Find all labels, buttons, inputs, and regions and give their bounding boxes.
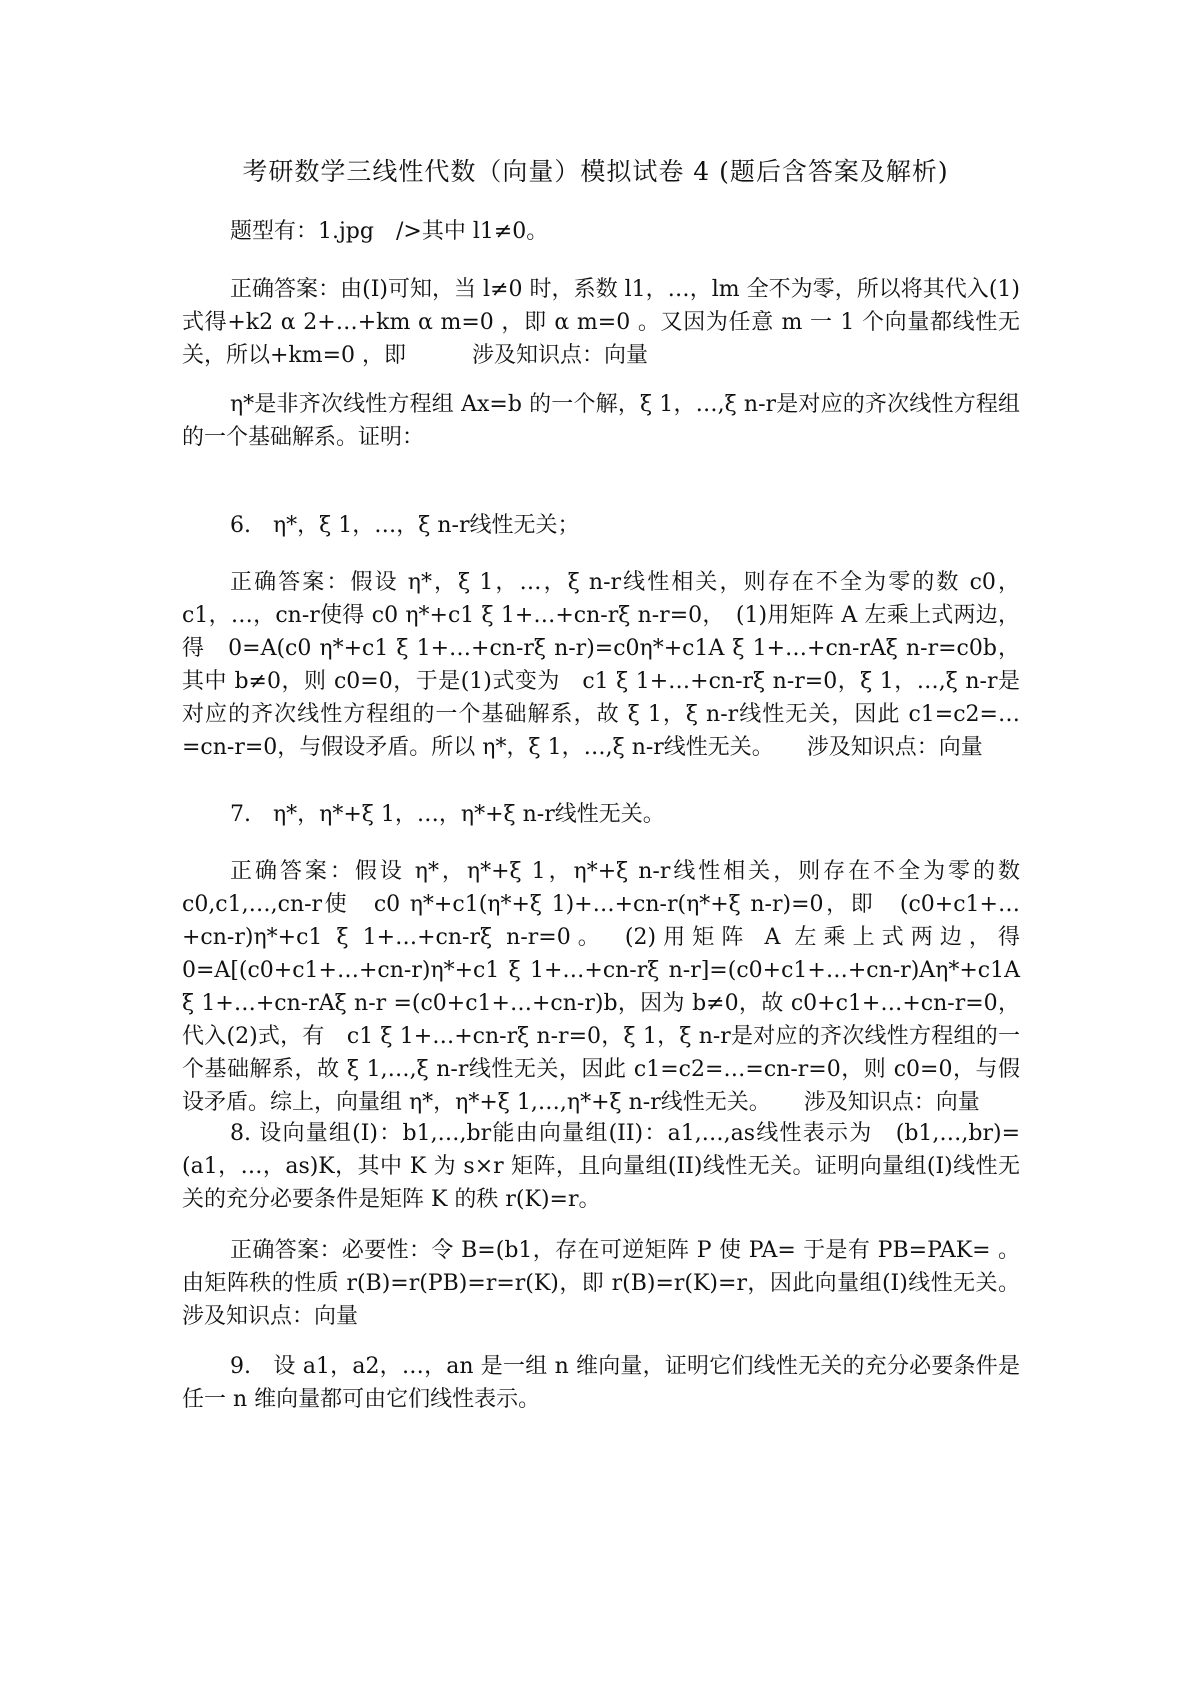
- question-9: 9. 设 a1，a2，…，an 是一组 n 维向量，证明它们线性无关的充分必要条件是任一 n 维向量都可由它们线性表示。: [182, 1354, 1020, 1412]
- question-7: 7. η*，η*+ξ 1，…，η*+ξ n-r线性无关。: [230, 802, 665, 827]
- answer-6: 正确答案：假设 η*，ξ 1，…，ξ n-r线性相关，则存在不全为零的数 c0，c1，…，cn-r使得 c0 η*+c1 ξ 1+…+cn-rξ n-r=0， (1)用矩阵 A 左乘上式两边，得 0=A(c0 η*+c1 ξ 1+…+cn-rξ n-r)=c0η*+c1A ξ 1+…+cn-rAξ n-r=c0b，其中 b≠0，则 c0=0，于是(1)式变为 c1 ξ 1+…+cn-rξ n-r=0，ξ 1，…,ξ n-r是对应的齐次线性方程组的一个基础解系，故 ξ 1，ξ n-r线性无关，因此 c1=c2=…=cn-r=0，与假设矛盾。所以 η*，ξ 1，…,ξ n-r线性无关。 涉及知识点：向量: [182, 570, 1020, 760]
- problem-statement: η*是非齐次线性方程组 Ax=b 的一个解，ξ 1，…,ξ n-r是对应的齐次线性方程组的一个基础解系。证明：: [182, 392, 1020, 450]
- document-title: 考研数学三线性代数（向量）模拟试卷 4 (题后含答案及解析): [242, 157, 949, 186]
- answer-8: 正确答案：必要性：令 B=(b1，存在可逆矩阵 P 使 PA= 于是有 PB=PAK= 。由矩阵秩的性质 r(B)=r(PB)=r=r(K)，即 r(B)=r(K)=r，因此向量组(I)线性无关。涉及知识点：向量: [182, 1238, 1020, 1329]
- answer-7: 正确答案：假设 η*，η*+ξ 1，η*+ξ n-r线性相关，则存在不全为零的数 c0,c1,…,cn-r使 c0 η*+c1(η*+ξ 1)+…+cn-r(η*+ξ n-r)=0，即 (c0+c1+…+cn-r)η*+c1 ξ 1+…+cn-rξ n-r=0。 (2)用矩阵 A 左乘上式两边，得 0=A[(c0+c1+…+cn-r)η*+c1 ξ 1+…+cn-rξ n-r]=(c0+c1+…+cn-r)Aη*+c1A ξ 1+…+cn-rAξ n-r =(c0+c1+…+cn-r)b，因为 b≠0，故 c0+c1+…+cn-r=0，代入(2)式，有 c1 ξ 1+…+cn-rξ n-r=0，ξ 1，ξ n-r是对应的齐次线性方程组的一个基础解系，故 ξ 1,…,ξ n-r线性无关，因此 c1=c2=…=cn-r=0，则 c0=0，与假设矛盾。综上，向量组 η*，η*+ξ 1,…,η*+ξ n-r线性无关。 涉及知识点：向量: [182, 859, 1020, 1115]
- answer-paragraph-1: 正确答案：由(I)可知，当 l≠0 时，系数 l1，…，lm 全不为零，所以将其代入(1)式得+k2 α 2+…+km α m=0 ，即 α m=0 。又因为任意 m 一 1 个向量都线性无关，所以+km=0 ，即 涉及知识点：向量: [182, 277, 1020, 368]
- question-8: 8. 设向量组(I)：b1,…,br能由向量组(II)：a1,…,as线性表示为 (b1,…,br)=(a1，…，as)K，其中 K 为 s×r 矩阵，且向量组(II)线性无关。证明向量组(I)线性无关的充分必要条件是矩阵 K 的秩 r(K)=r。: [182, 1121, 1020, 1212]
- question-type-line: 题型有：1.jpg />其中 l1≠0。: [230, 219, 549, 244]
- question-6: 6. η*，ξ 1，…，ξ n-r线性无关；: [230, 513, 580, 538]
